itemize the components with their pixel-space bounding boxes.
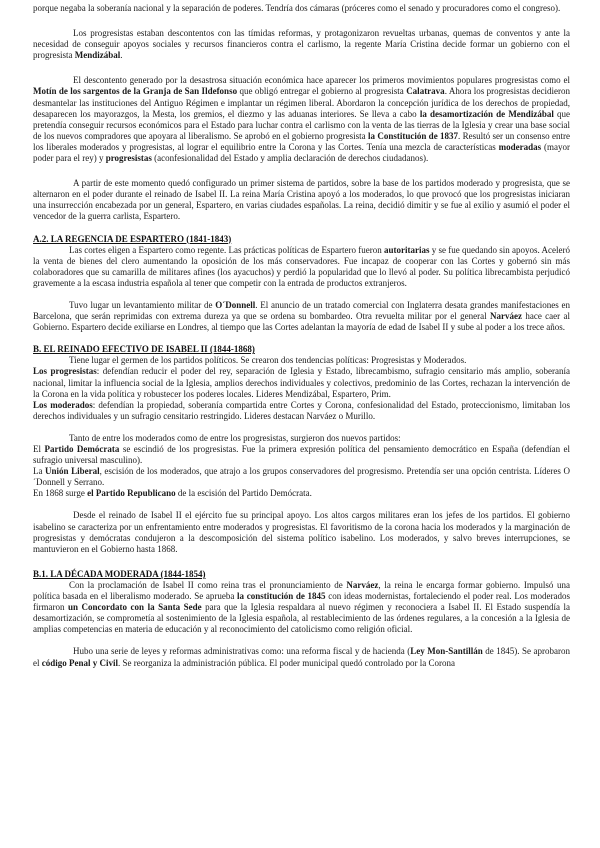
paragraph-text: y se fue quedando sin apoyos. Aceleró la venta de bienes del clero aumentando la oposición de los más conservadores. Fue incapaz de cooperar con las Cortes y gobernó sin más colaboradores que su camarilla de militares afines (los ayacuchos) y perdió la popularidad que lo llevó al poder. Su política librecambista perjudicó gravemente a la escasa industria española al tener que competir con la entrada de productos extranjeros. xyxy=(33,244,570,288)
paragraph-text: con ideas modernistas, fortaleciendo el poder real. Los moderados firmaron xyxy=(33,591,570,613)
bold-term: O´Donnell xyxy=(215,299,256,310)
bold-term: la desamortización de Mendizábal xyxy=(419,108,554,119)
bold-term: Narváez xyxy=(490,311,522,322)
paragraph-text: porque negaba la soberanía nacional y la separación de poderes. Tendría dos cámaras (próceres como el senado y procuradores como el congreso). xyxy=(33,3,561,13)
paragraph-text: Tanto de entre los moderados como de entre los progresistas, surgieron dos nuevos partidos: xyxy=(69,432,401,443)
paragraph-text: Tiene lugar el germen de los partidos políticos. Se crearon dos tendencias políticas: Progresistas y Moderados. xyxy=(69,355,467,366)
bold-term: moderadas xyxy=(498,141,542,152)
paragraph xyxy=(33,488,570,499)
paragraph xyxy=(33,28,570,61)
paragraph-text: . Se reorganiza la administración pública. El poder municipal quedó controlado por la Corona xyxy=(118,657,455,668)
bold-term: la Constitución de 1837 xyxy=(367,130,459,141)
paragraph-text: Desde el reinado de Isabel II el ejército fue su principal apoyo. Los altos cargos militares eran los jefes de los partidos. El gobierno isabelino se caracteriza por un enfrentamiento entre moderados y progresistas. El favoritismo de la corona hacia los moderados y la marginación de progresistas y demócratas condujeron a la descomposición del sistema político isabelino. Los moderados, y salvo breves interrupciones, se mantuvieron en el Gobierno hasta 1868. xyxy=(33,510,570,554)
paragraph-text: , escisión de los moderados, que atrajo a los grupos conservadores del progresismo. Pretendía ser una opción centrista. Líderes O´Donnell y Serrano. xyxy=(33,466,570,488)
paragraph xyxy=(33,510,570,554)
paragraph-text: se escindió de los progresistas. Fue la primera expresión política del pensamiento democrático en España (defendían el sufragio universal masculino). xyxy=(33,444,571,466)
bold-term: progresistas xyxy=(105,153,152,164)
paragraph-text: que pretendía conseguir recursos económicos para el Estado para luchar contra el carlismo con la venta de las tierras de la Iglesia y crear una base social de los nuevos compradores que apoyara al liberalismo. Se aprobó en el gobierno progresista xyxy=(33,108,570,141)
paragraph-text: (mayor poder para el rey) y xyxy=(33,141,570,164)
paragraph xyxy=(33,400,570,422)
paragraph xyxy=(33,433,570,444)
section-heading: A.2. LA REGENCIA DE ESPARTERO (1841-1843) xyxy=(33,233,232,244)
paragraph-text: Con la proclamación de Isabel II como reina tras el pronunciamiento de xyxy=(69,579,347,590)
paragraph-text: A partir de este momento quedó configurado un primer sistema de partidos, sobre la base de los partidos moderado y progresista, que se alternaron en el poder durante el reinado de Isabel II. La reina María Cristina apoyó a los moderados, lo que provocó que los progresistas iniciaran una insurrección encabezada por un general, Espartero, en varias ciudades españolas. La reina, decidió dimitir y se fue al exilio y asumió el poder el vencedor de la guerra carlista, Espartero. xyxy=(33,178,570,222)
paragraph-text: Los progresistas estaban descontentos con las tímidas reformas, y protagonizaron revueltas urbanas, quemas de conventos y ante la necesidad de conseguir apoyos sociales y recursos financieros contra el carlismo, la regente María Cristina decide formar un gobierno con el progresista xyxy=(33,28,570,61)
paragraph-text: de la escisión del Partido Demócrata. xyxy=(175,488,312,499)
paragraph-text: hace caer al Gobierno. Espartero decide exiliarse en Londres, al tiempo que las Cortes adelantan la mayoría de edad de Isabel II y sube al poder a los trece años. xyxy=(33,311,570,333)
paragraph xyxy=(33,178,570,222)
paragraph-text: que obligó entregar el gobierno al progresista xyxy=(237,86,407,97)
bold-term: Los moderados xyxy=(33,399,93,410)
section-heading: B. EL REINADO EFECTIVO DE ISABEL II (1844-1868) xyxy=(33,344,255,355)
paragraph-text: Hubo una serie de leyes y reformas administrativas como: una reforma fiscal y de hacienda ( xyxy=(73,646,411,657)
bold-term: código Penal y Civil xyxy=(41,657,118,668)
paragraph-text: El xyxy=(33,444,45,454)
paragraph-text: Las cortes eligen a Espartero como regente. Las prácticas políticas de Espartero fueron xyxy=(69,244,384,255)
paragraph xyxy=(33,300,570,333)
bold-term: Mendizábal xyxy=(74,50,121,61)
paragraph-text: En 1868 surge xyxy=(33,488,88,499)
paragraph-text: de 1845). Se aprobaron el xyxy=(33,646,570,668)
bold-term: Narváez xyxy=(346,579,379,590)
bold-term: Los progresistas xyxy=(33,366,97,377)
paragraph-text: Tuvo lugar un levantamiento militar de xyxy=(69,299,216,310)
paragraph xyxy=(33,646,570,668)
bold-term: Unión Liberal xyxy=(45,466,100,477)
bold-term: un Concordato con la Santa Sede xyxy=(68,602,202,613)
bold-term: el Partido Republicano xyxy=(87,488,176,499)
bold-term: Partido Demócrata xyxy=(44,444,120,454)
bold-term: Motín de los sargentos de la Granja de San Ildefonso xyxy=(33,86,238,97)
paragraph xyxy=(33,466,570,488)
paragraph-text: . El anuncio de un tratado comercial con Inglaterra desata grandes manifestaciones en Barcelona, que serán reprimidas con extrema dureza ya que se ordena su bombardeo. Otra revuelta militar por el general xyxy=(33,299,570,322)
paragraph-text: : defendían la propiedad, soberanía compartida entre Cortes y Corona, confesionalidad del Estado, proteccionismo, limitaban los derechos individuales y un sufragio censitario restringido. Lideres destacan Narváez o Murillo. xyxy=(33,399,570,421)
paragraph-text: , la reina le encarga formar gobierno. Impulsó una política basada en el liberalismo moderado. Se aprueba xyxy=(33,579,571,602)
paragraph-text: (aconfesionalidad del Estado y amplia declaración de derechos ciudadanos). xyxy=(151,153,429,164)
paragraph xyxy=(33,75,570,164)
paragraph-text: El descontento generado por la desastrosa situación económica hace aparecer los primeros movimientos populares progresistas como el xyxy=(73,75,570,86)
bold-term: Ley Mon-Santillán xyxy=(410,646,483,657)
section-heading: B.1. LA DÉCADA MODERADA (1844-1854) xyxy=(33,568,206,579)
paragraph-text: . Resultó ser un consenso entre los liberales moderados y progresistas, al lograr el equilibrio entre la Corona y las Cortes. Tenía una mezcla de características xyxy=(33,130,570,152)
paragraph-text: : defendían reducir el poder del rey, separación de Iglesia y Estado, librecambismo, sufragio censitario más amplio, soberanía nacional, limitar la influencia social de la Iglesia, amplios derechos individuales y colectivos, predominio de las Cortes, rechazan la intervención de la Corona en la vida política y robustecer los poderes locales. Lideres Mendizábal, Espartero, Prim. xyxy=(33,366,570,399)
paragraph-text: . Ahora los progresistas decidieron desmantelar las instituciones del Antiguo Régimen e implantar un régimen liberal. Abordaron la concepción jurídica de los derechos de propiedad, desaparecen los mayorazgos, la Mesta, los gremios, el diezmo y las aduanas interiores. Se lleva a cabo xyxy=(33,86,570,119)
paragraph-text: . xyxy=(120,50,123,61)
paragraph-text: La xyxy=(33,466,46,477)
paragraph xyxy=(33,355,570,366)
bold-term: la constitución de 1845 xyxy=(237,591,326,602)
bold-term: Calatrava xyxy=(406,86,445,97)
bold-term: autoritarias xyxy=(383,244,430,255)
paragraph xyxy=(33,3,570,14)
paragraph xyxy=(33,444,570,466)
paragraph xyxy=(33,366,570,399)
paragraph-text: para que la Iglesia respaldara al nuevo régimen y reconociera a Isabel II. El Estado suspendía la desamortización, se comprometía al sostenimiento de la Iglesia española, al restablecimiento de las órdenes regulares, a la concesión a la Iglesia de amplias competencias en materia de educación y al reconocimiento del catolicismo como religión oficial. xyxy=(33,602,570,635)
paragraph xyxy=(33,245,570,289)
paragraph xyxy=(33,580,570,635)
